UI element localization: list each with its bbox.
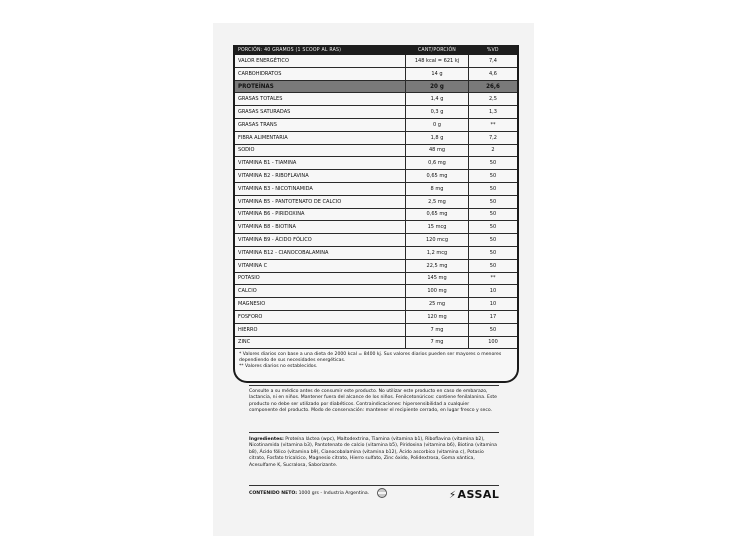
nutrient-name: GRASAS SATURADAS <box>235 106 406 119</box>
nutrient-dv: 7,4 <box>469 55 518 67</box>
table-row <box>235 106 517 119</box>
ingredients <box>249 432 499 469</box>
table-row <box>235 118 517 131</box>
table-row <box>235 298 517 311</box>
nutrient-dv: ** <box>469 118 518 131</box>
nutrient-amount: 8 mg <box>406 182 469 195</box>
nutrient-amount: 145 mg <box>406 272 469 285</box>
nutrient-name: CALCIO <box>235 285 406 298</box>
footnotes <box>239 352 511 371</box>
nutrient-dv: 26,6 <box>469 80 518 93</box>
nutrient-dv: 50 <box>469 259 518 272</box>
table-row <box>235 272 517 285</box>
nutrient-name: GRASAS TOTALES <box>235 93 406 106</box>
table-row <box>235 80 517 93</box>
table-row <box>235 144 517 157</box>
brand-logo-text: ASSAL <box>457 488 500 501</box>
nutrient-name: FOSFORO <box>235 310 406 323</box>
nutrient-dv: 17 <box>469 310 518 323</box>
nutrient-amount: 20 g <box>406 80 469 93</box>
nutrient-dv: 10 <box>469 285 518 298</box>
table-row <box>235 310 517 323</box>
nutrient-name: GRASAS TRANS <box>235 118 406 131</box>
table-row <box>235 234 517 247</box>
nutrient-amount: 1,4 g <box>406 93 469 106</box>
ingredients-text: Proteína láctea (wpc), Maltodextrina, Tiamina (vitamina b1), Riboflavina (vitamina b2), Nicotinamida (vitamina b3), Pantotenato de calcio (vitamina b5), Piridoxina (vitamina b6), Biotina (vitamina b8), Ácido fólico (vitamina b9), Cianocobalamina (vitamina b12), Ácido ascorbico (vitamina c), Potasio citrato, Fosfato tricalcico, Magnesio citrato, Hierro sulfato, Zinc óxido, Polidextrosa, Goma xántica, Acesulfame K, Sucralosa, Saborizante. <box>249 437 497 468</box>
nutrition-label <box>213 23 534 536</box>
nutrient-amount: 15 mcg <box>406 221 469 234</box>
nutrient-name: VITAMINA B5 - PANTOTENATO DE CALCIO <box>235 195 406 208</box>
warning-text: Consulte a su médico antes de consumir este producto. No utilizar este producto en caso de embarazo, lactancia, ni en niños. Mantener fuera del alcance de los niños. Fenilcetonúricos: contiene fenilalanina. Este producto no debe ser utilizado por diabéticos. Contraindicaciones: hipersensibilidad a cualquier componente del producto. Modo de conservación: mantener el recipiente cerrado, en lugar fresco y seco. <box>249 385 499 415</box>
footnote-2: ** Valores diarios no establecidos. <box>239 364 318 370</box>
table-row <box>235 208 517 221</box>
nutrient-dv: 50 <box>469 246 518 259</box>
nutrient-amount: 25 mg <box>406 298 469 311</box>
nutrient-name: VALOR ENERGÉTICO <box>235 55 406 67</box>
table-row <box>235 55 517 67</box>
nutrient-dv: 7,2 <box>469 131 518 144</box>
table-row <box>235 323 517 336</box>
nutrient-dv: 10 <box>469 298 518 311</box>
net-content-bar <box>249 485 499 506</box>
nutrient-amount: 22,5 mg <box>406 259 469 272</box>
nutrient-name: HIERRO <box>235 323 406 336</box>
table-row <box>235 93 517 106</box>
nutrient-name: VITAMINA C <box>235 259 406 272</box>
nutrient-dv: 50 <box>469 170 518 183</box>
nutrient-amount: 148 kcal = 621 kj <box>406 55 469 67</box>
nutrient-dv: 50 <box>469 234 518 247</box>
table-row <box>235 170 517 183</box>
nutrient-name: FIBRA ALIMENTARIA <box>235 131 406 144</box>
nutrient-dv: 50 <box>469 157 518 170</box>
nutrient-name: VITAMINA B9 - ÁCIDO FÓLICO <box>235 234 406 247</box>
nutrient-amount: 0,65 mg <box>406 170 469 183</box>
nutrient-dv: 50 <box>469 182 518 195</box>
nutrient-name: VITAMINA B12 - CIANOCOBALAMINA <box>235 246 406 259</box>
nutrient-dv: 100 <box>469 336 518 349</box>
table-row <box>235 131 517 144</box>
nutrient-dv: 4,6 <box>469 67 518 80</box>
nutrient-dv: 2 <box>469 144 518 157</box>
nutrition-table <box>235 45 517 349</box>
nutrient-amount: 100 mg <box>406 285 469 298</box>
nutrition-panel <box>233 45 519 383</box>
table-row <box>235 259 517 272</box>
brand-logo <box>449 488 499 501</box>
argentina-flag-icon <box>377 488 387 498</box>
table-header-row <box>235 45 517 55</box>
nutrient-name: VITAMINA B3 - NICOTINAMIDA <box>235 182 406 195</box>
nutrient-name: CARBOHIDRATOS <box>235 67 406 80</box>
nutrient-name: VITAMINA B8 - BIOTINA <box>235 221 406 234</box>
table-row <box>235 157 517 170</box>
portion-header: PORCIÓN: 40 GRAMOS (1 SCOOP AL RAS) <box>235 45 406 55</box>
dv-header: %VD <box>469 45 518 55</box>
nutrient-amount: 0 g <box>406 118 469 131</box>
nutrient-dv: 50 <box>469 323 518 336</box>
nutrient-dv: 50 <box>469 221 518 234</box>
nutrient-amount: 2,5 mg <box>406 195 469 208</box>
net-content <box>249 491 369 496</box>
nutrient-amount: 48 mg <box>406 144 469 157</box>
table-row <box>235 336 517 349</box>
net-content-label: CONTENIDO NETO: <box>249 491 298 496</box>
nutrient-dv: ** <box>469 272 518 285</box>
nutrient-amount: 7 mg <box>406 323 469 336</box>
nutrient-dv: 50 <box>469 208 518 221</box>
table-row <box>235 246 517 259</box>
table-row <box>235 221 517 234</box>
nutrient-amount: 1,2 mcg <box>406 246 469 259</box>
nutrient-name: VITAMINA B1 - TIAMINA <box>235 157 406 170</box>
nutrient-dv: 50 <box>469 195 518 208</box>
footnote-1: * Valores diarios con base a una dieta de 2000 kcal = 8400 kj. Sus valores diarios pueden ser mayores o menores dependiendo de sus necesidades energéticas. <box>239 352 502 364</box>
nutrient-amount: 7 mg <box>406 336 469 349</box>
lightning-icon: ⚡ <box>449 490 457 501</box>
amount-header: CANT/PORCIÓN <box>406 45 469 55</box>
nutrient-amount: 0,6 mg <box>406 157 469 170</box>
nutrient-amount: 0,65 mg <box>406 208 469 221</box>
net-content-text: 1000 grs - Industria Argentina. <box>297 491 370 496</box>
nutrient-name: VITAMINA B2 - RIBOFLAVINA <box>235 170 406 183</box>
table-row <box>235 195 517 208</box>
nutrient-name: MAGNESIO <box>235 298 406 311</box>
nutrient-amount: 120 mcg <box>406 234 469 247</box>
nutrient-dv: 1,3 <box>469 106 518 119</box>
nutrient-name: VITAMINA B6 - PIRIDOXINA <box>235 208 406 221</box>
nutrient-name: SODIO <box>235 144 406 157</box>
table-row <box>235 285 517 298</box>
nutrient-amount: 1,8 g <box>406 131 469 144</box>
nutrient-dv: 2,5 <box>469 93 518 106</box>
nutrient-name: ZINC <box>235 336 406 349</box>
nutrient-name: PROTEÍNAS <box>235 80 406 93</box>
nutrient-amount: 14 g <box>406 67 469 80</box>
table-row <box>235 67 517 80</box>
table-body <box>235 55 517 349</box>
ingredients-label: Ingredientes: <box>249 437 284 442</box>
nutrient-amount: 120 mg <box>406 310 469 323</box>
nutrient-amount: 0,3 g <box>406 106 469 119</box>
nutrient-name: POTASIO <box>235 272 406 285</box>
table-row <box>235 182 517 195</box>
